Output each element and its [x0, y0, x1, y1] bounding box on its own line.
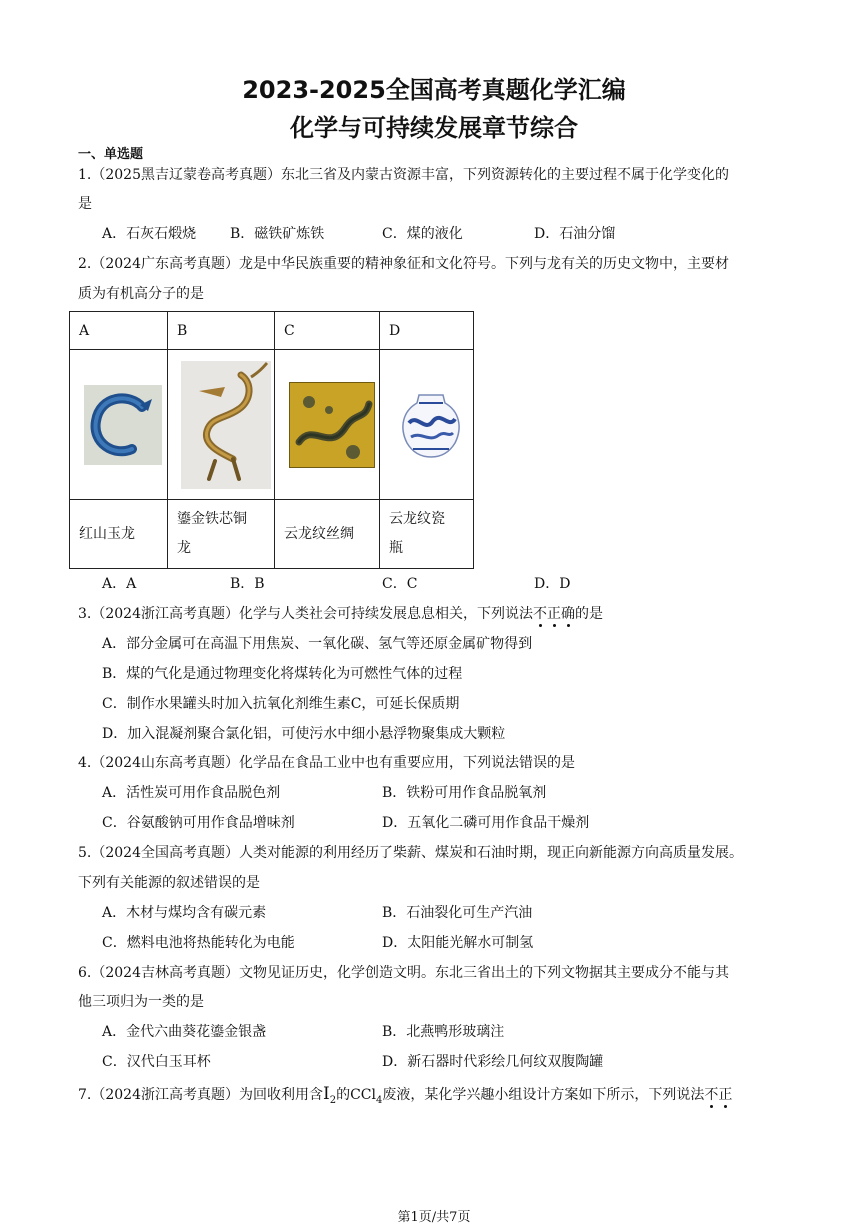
q5-option-d: D．太阳能光解水可制氢	[382, 935, 534, 951]
q2-option-a: A．A	[102, 576, 137, 592]
q5-option-a: A．木材与煤均含有碳元素	[102, 905, 267, 921]
section-heading: 一、单选题	[78, 147, 144, 162]
q6-option-d: D．新石器时代彩绘几何纹双腹陶罐	[382, 1054, 604, 1070]
q5-option-b: B．石油裂化可生产汽油	[382, 905, 533, 921]
q6-option-c: C．汉代白玉耳杯	[102, 1054, 211, 1070]
bronze-dragon-image	[181, 361, 271, 489]
relics-table	[69, 311, 474, 569]
q7-iodine-subscript: 2	[329, 1094, 337, 1106]
q7-part2: 的	[336, 1087, 351, 1103]
caption-c-line1: 云龙纹丝绸	[284, 525, 354, 542]
table-header-a: A	[70, 312, 168, 350]
q3-option-d: D．加入混凝剂聚合氯化铝，可使污水中细小悬浮物聚集成大颗粒	[102, 726, 506, 742]
caption-a-line1: 红山玉龙	[79, 525, 135, 542]
caption-b	[168, 500, 275, 569]
q7-part3: 废液，某化学兴趣小组设计方案如下所示，下列说法	[382, 1087, 705, 1103]
q3-emphasis-2: 正	[547, 606, 561, 622]
caption-d	[380, 500, 474, 569]
q3-option-c: C．制作水果罐头时加入抗氧化剂维生素C，可延长保质期	[102, 696, 460, 712]
question-2-text: 2.（2024广东高考真题）龙是中华民族重要的精神象征和文化符号。下列与龙有关的历史文物中，主要材	[78, 256, 729, 272]
q1-option-a: A．石灰石煅烧	[102, 226, 197, 242]
q4-option-a: A．活性炭可用作食品脱色剂	[102, 785, 281, 801]
q1-option-b: B．磁铁矿炼铁	[230, 226, 325, 242]
question-5-text: 5.（2024全国高考真题）人类对能源的利用经历了柴薪、煤炭和石油时期，现正向新能源方向高质量发展。	[78, 845, 743, 861]
question-5-text-cont: 下列有关能源的叙述错误的是	[78, 875, 260, 891]
page-title-line1: 2023-2025全国高考真题化学汇编	[242, 76, 626, 104]
caption-c	[275, 500, 380, 569]
image-cell-d	[380, 350, 474, 500]
table-header-d: D	[380, 312, 474, 350]
q3-prefix: 3.（2024浙江高考真题）化学与人类社会可持续发展息息相关，下列说法	[78, 606, 533, 622]
question-1-text-cont: 是	[78, 196, 92, 212]
q2-option-d: D．D	[534, 576, 571, 592]
image-cell-c	[275, 350, 380, 500]
q7-ccl4-subscript: 4	[376, 1094, 383, 1106]
q3-suffix: 的是	[575, 606, 603, 622]
table-header-c: C	[275, 312, 380, 350]
q4-option-c: C．谷氨酸钠可用作食品增味剂	[102, 815, 295, 831]
question-7-text	[78, 1084, 732, 1106]
q7-ccl4-formula: CCl	[350, 1087, 376, 1103]
image-cell-a	[70, 350, 168, 500]
page-title-line2: 化学与可持续发展章节综合	[290, 114, 578, 142]
q4-option-b: B．铁粉可用作食品脱氧剂	[382, 785, 547, 801]
caption-b-line2: 龙	[177, 540, 191, 556]
q7-part1: 7.（2024浙江高考真题）为回收利用含	[78, 1087, 323, 1103]
page-footer: 第1页/共7页	[397, 1210, 471, 1225]
caption-d-line2: 瓶	[389, 540, 403, 556]
image-cell-b	[168, 350, 275, 500]
q6-option-a: A．金代六曲葵花鎏金银盏	[102, 1024, 267, 1040]
jade-dragon-image	[84, 385, 162, 465]
caption-b-line1: 鎏金铁芯铜	[177, 511, 247, 527]
q3-emphasis-3: 确	[561, 606, 575, 622]
question-6-text-cont: 他三项归为一类的是	[78, 994, 204, 1010]
q5-option-c: C．燃料电池将热能转化为电能	[102, 935, 295, 951]
question-6-text: 6.（2024吉林高考真题）文物见证历史，化学创造文明。东北三省出土的下列文物据其主要成分不能与其	[78, 965, 729, 981]
question-2-text-cont: 质为有机高分子的是	[78, 286, 204, 302]
q3-option-b: B．煤的气化是通过物理变化将煤转化为可燃性气体的过程	[102, 666, 463, 682]
q3-option-a: A．部分金属可在高温下用焦炭、一氧化碳、氢气等还原金属矿物得到	[102, 636, 533, 652]
q6-option-b: B．北燕鸭形玻璃注	[382, 1024, 505, 1040]
question-1-text: 1.（2025黑吉辽蒙卷高考真题）东北三省及内蒙古资源丰富，下列资源转化的主要过程不属于化学变化的	[78, 167, 729, 183]
q7-emphasis-2: 正	[718, 1087, 733, 1103]
q2-option-c: C．C	[382, 576, 418, 592]
q1-option-c: C．煤的液化	[382, 226, 463, 242]
q4-option-d: D．五氧化二磷可用作食品干燥剂	[382, 815, 590, 831]
question-4-text: 4.（2024山东高考真题）化学品在食品工业中也有重要应用，下列说法错误的是	[78, 755, 575, 771]
caption-a	[70, 500, 168, 569]
q7-emphasis-1: 不	[704, 1087, 719, 1103]
q7-iodine-symbol: I	[323, 1084, 330, 1104]
q3-emphasis-1: 不	[533, 606, 547, 622]
caption-d-line1: 云龙纹瓷	[389, 511, 445, 527]
table-header-b: B	[168, 312, 275, 350]
porcelain-jar-image	[393, 387, 469, 463]
q2-option-b: B．B	[230, 576, 265, 592]
silk-dragon-image	[289, 382, 375, 468]
question-3-text	[78, 603, 603, 623]
q1-option-d: D．石油分馏	[534, 226, 616, 242]
